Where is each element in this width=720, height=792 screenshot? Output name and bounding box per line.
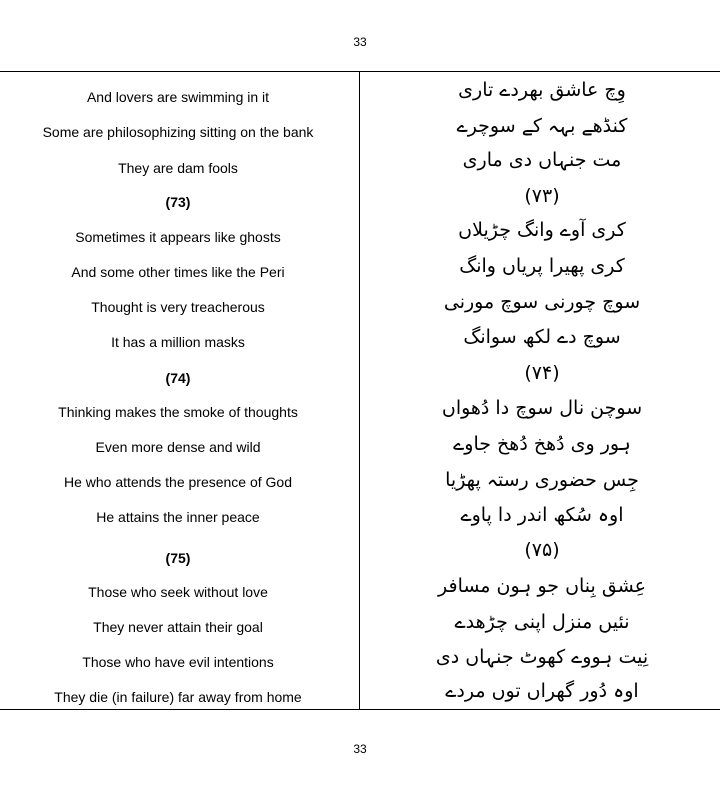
urdu-line: کری آوے وانگ چڑیلاں [458,219,626,241]
top-rule [0,71,720,72]
urdu-line: سوچن نال سوچ دا دُھواں [441,397,643,419]
english-line: Those who seek without love [88,584,268,600]
english-line: He attains the inner peace [96,509,260,525]
urdu-line: جِس حضوری رستہ پھڑیا [445,469,639,491]
urdu-line: مت جنہاں دی ماری [462,149,622,171]
english-line: Some are philosophizing sitting on the bank [42,124,314,140]
urdu-line: وِچ عاشق بھردے تاری [458,79,626,101]
english-line: Thought is very treacherous [91,299,265,315]
english-line: And some other times like the Peri [71,264,285,280]
verse-number-en: (75) [165,550,191,566]
verse-number-ur: (۷۳) [524,185,560,207]
english-line: They never attain their goal [93,619,263,635]
urdu-line: نئیں منزل اپنی چڑھدے [454,611,630,633]
english-line: It has a million masks [111,334,245,350]
urdu-line: عِشق بِناں جو ہون مسافر [438,575,646,597]
english-line: They die (in failure) far away from home [54,689,302,705]
urdu-line: کنڈھے بہہ کے سوچرے [456,115,628,137]
urdu-line: اوہ دُور گھراں توں مردے [445,680,639,702]
verse-number-en: (73) [165,194,191,210]
english-line: They are dam fools [118,160,238,176]
urdu-line: کری پھیرا پریاں وانگ [459,255,625,277]
verse-number-ur: (۷۵) [524,539,560,561]
english-line: He who attends the presence of God [63,474,293,490]
english-line: Those who have evil intentions [82,654,274,670]
english-line: Thinking makes the smoke of thoughts [58,404,298,420]
urdu-line: اوہ سُکھ اندر دا پاوے [460,504,624,526]
urdu-line: سوچ چورنی سوچ مورنی [443,291,641,313]
page-number-bottom: 33 [353,742,367,756]
page-number-top: 33 [353,35,367,49]
verse-number-ur: (۷۴) [524,362,560,384]
verse-number-en: (74) [165,370,191,386]
urdu-line: سوچ دے لکھ سوانگ [463,326,621,348]
english-line: Even more dense and wild [95,439,261,455]
english-line: And lovers are swimming in it [86,89,270,105]
bottom-rule [0,709,720,710]
urdu-line: نِیت ہووے کھوٹ جنہاں دی [435,646,649,668]
urdu-line: ہور وی دُھخ دُھخ جاوے [453,433,631,455]
english-line: Sometimes it appears like ghosts [75,229,281,245]
column-divider [359,71,360,710]
